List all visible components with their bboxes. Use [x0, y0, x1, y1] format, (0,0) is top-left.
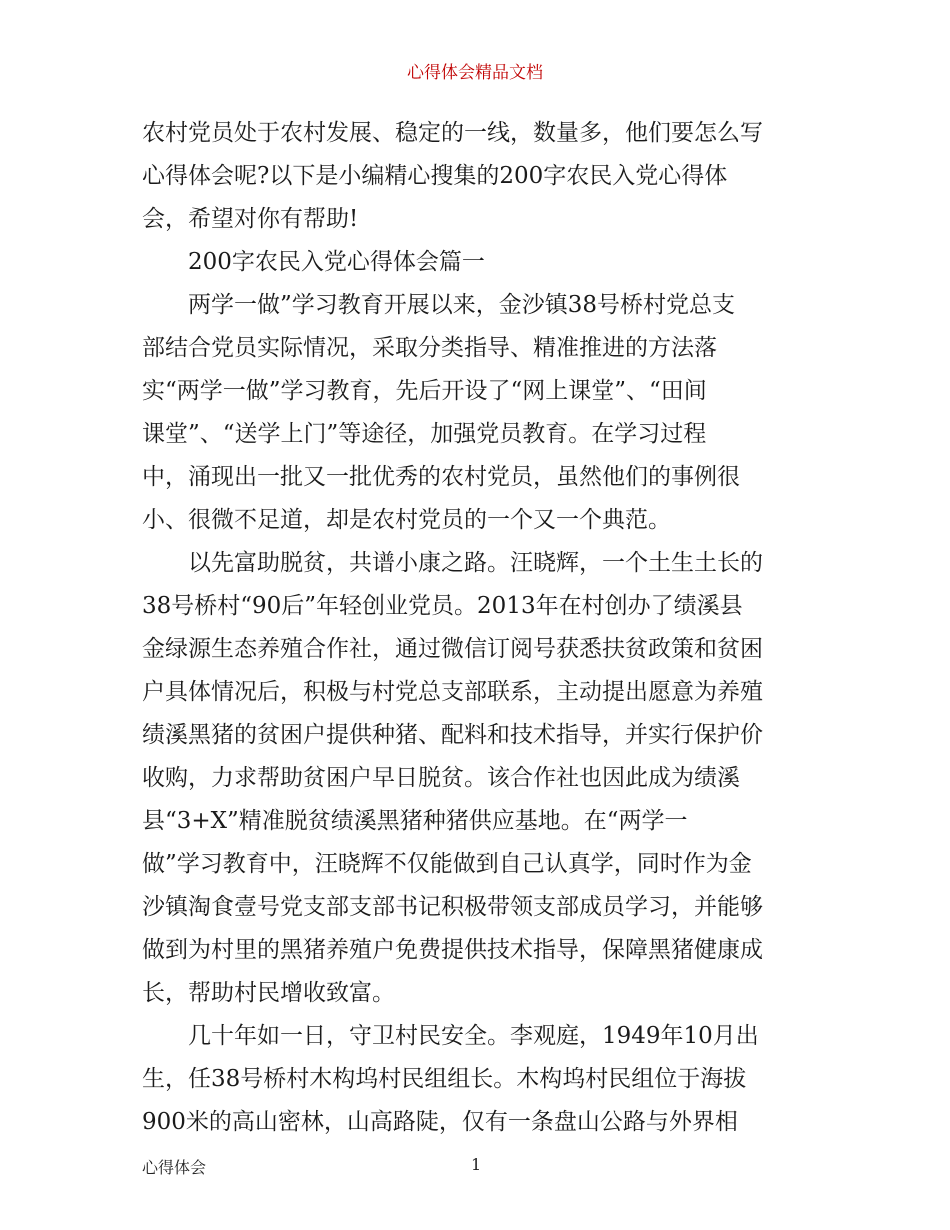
- text-line: 38号桥村“90后”年轻创业党员。2013年在村创办了绩溪县: [142, 593, 743, 619]
- section-heading: 200字农民入党心得体会篇一: [188, 249, 485, 275]
- text-line: 沙镇淘食壹号党支部支部书记积极带领支部成员学习，并能够: [142, 894, 763, 920]
- text-line: 以先富助脱贫，共谱小康之路。汪晓辉，一个土生土长的: [188, 550, 763, 576]
- text-line: 心得体会呢?以下是小编精心搜集的200字农民入党心得体: [142, 163, 728, 189]
- text-line: 部结合党员实际情况，采取分类指导、精准推进的方法落: [142, 335, 717, 361]
- text-line: 户具体情况后，积极与村党总支部联系，主动提出愿意为养殖: [142, 679, 763, 705]
- text-line: 实“两学一做”学习教育，先后开设了“网上课堂”、“田间: [142, 378, 707, 404]
- text-line: 中，涌现出一批又一批优秀的农村党员，虽然他们的事例很: [142, 464, 740, 490]
- footer-label: 心得体会: [142, 1158, 207, 1177]
- text-line: 两学一做”学习教育开展以来，金沙镇38号桥村党总支: [188, 292, 736, 318]
- text-line: 会，希望对你有帮助!: [142, 206, 359, 232]
- text-line: 长，帮助村民增收致富。: [142, 980, 395, 1006]
- document-body: [142, 112, 808, 1144]
- text-line: 金绿源生态养殖合作社，通过微信订阅号获悉扶贫政策和贫困: [142, 636, 763, 662]
- text-line: 几十年如一日，守卫村民安全。李观庭，1949年10月出: [188, 1023, 759, 1049]
- text-line: 农村党员处于农村发展、稳定的一线，数量多，他们要怎么写: [142, 120, 763, 146]
- page-header-title: 心得体会精品文档: [407, 63, 543, 83]
- page-number: 1: [471, 1155, 482, 1174]
- text-line: 生，任38号桥村木构坞村民组组长。木构坞村民组位于海拔: [142, 1066, 747, 1092]
- text-line: 900米的高山密林，山高路陡，仅有一条盘山公路与外界相: [142, 1109, 738, 1135]
- text-line: 课堂”、“送学上门”等途径，加强党员教育。在学习过程: [142, 421, 707, 447]
- text-line: 收购，力求帮助贫困户早日脱贫。该合作社也因此成为绩溪: [142, 765, 740, 791]
- text-line: 做”学习教育中，汪晓辉不仅能做到自己认真学，同时作为金: [142, 851, 752, 877]
- text-line: 绩溪黑猪的贫困户提供种猪、配料和技术指导，并实行保护价: [142, 722, 763, 748]
- text-line: 小、很微不足道，却是农村党员的一个又一个典范。: [142, 507, 671, 533]
- text-line: 县“3+X”精准脱贫绩溪黑猪种猪供应基地。在“两学一: [142, 808, 688, 834]
- text-line: 做到为村里的黑猪养殖户免费提供技术指导，保障黑猪健康成: [142, 937, 763, 963]
